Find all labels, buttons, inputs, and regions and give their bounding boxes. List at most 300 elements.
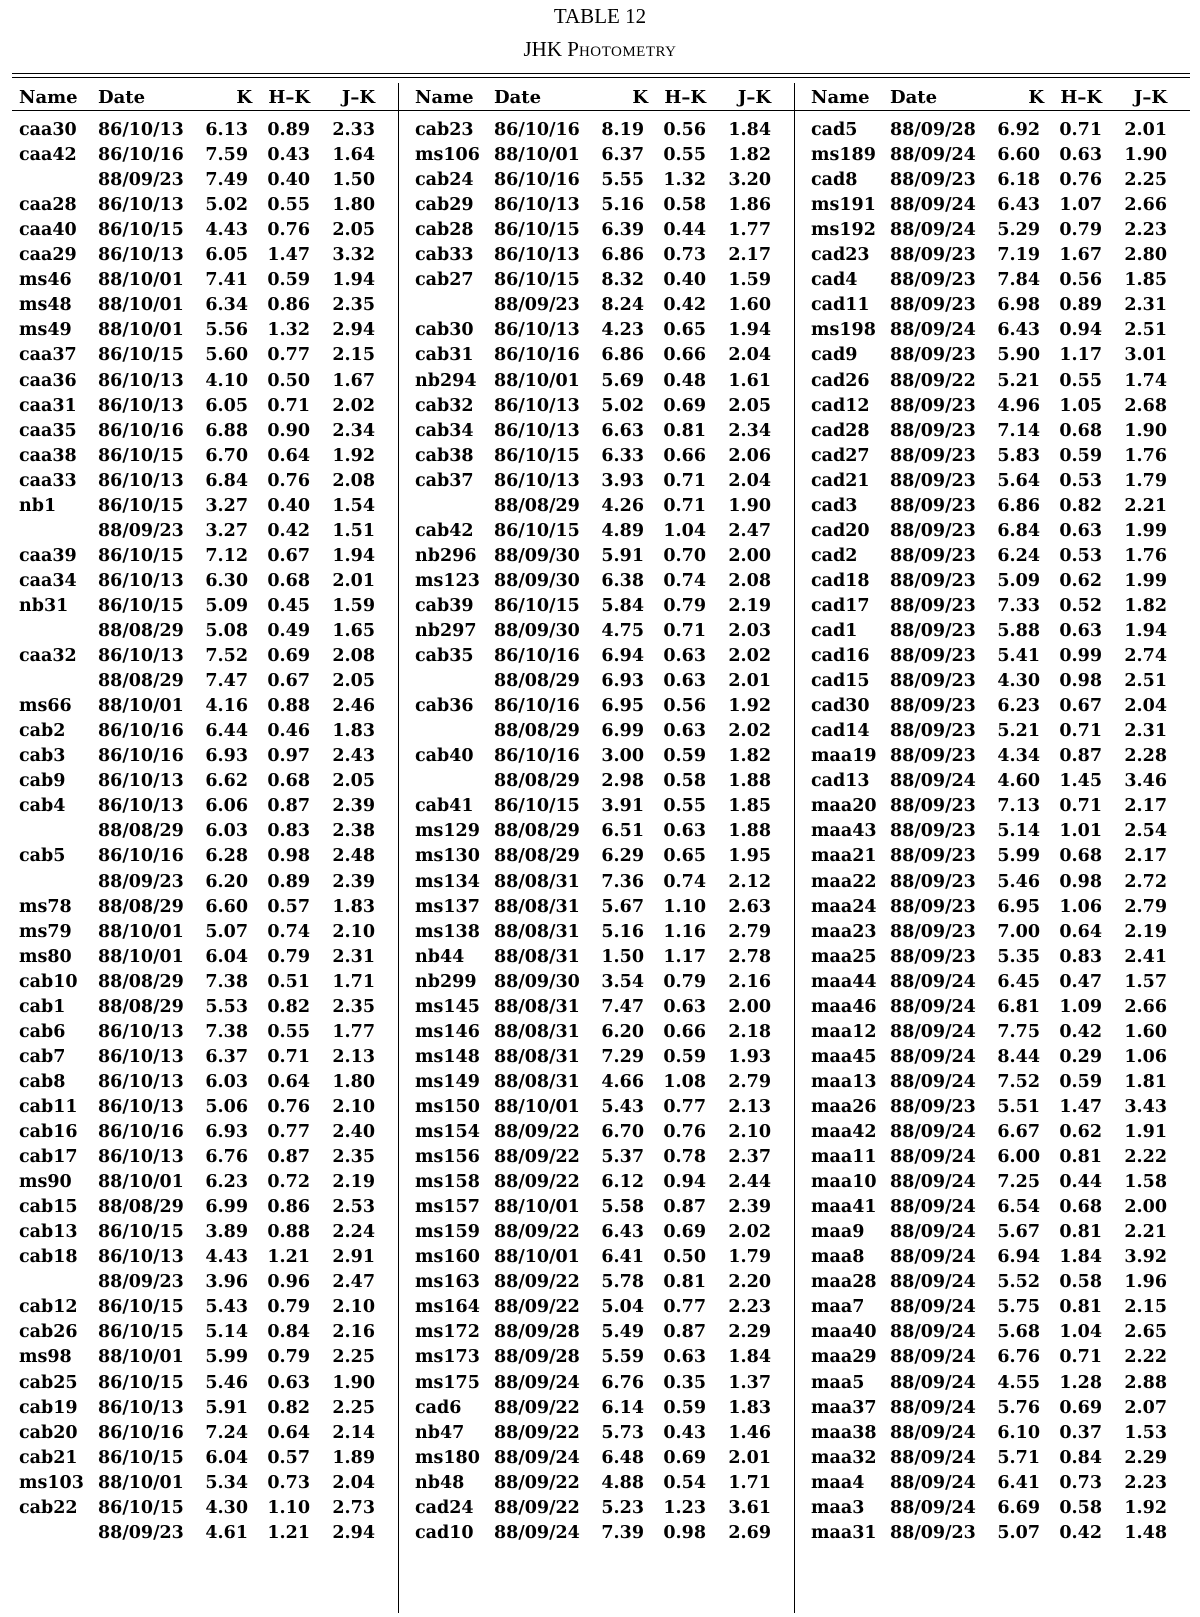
- name-cell: maa4: [811, 1472, 865, 1493]
- jk-cell: 2.44: [728, 1172, 771, 1193]
- k-cell: 6.88: [205, 420, 248, 441]
- hk-cell: 0.63: [663, 671, 706, 692]
- hk-cell: 0.43: [267, 145, 310, 166]
- date-cell: 86/10/13: [494, 195, 580, 216]
- name-cell: cad28: [811, 420, 870, 441]
- jk-cell: 3.32: [332, 245, 375, 266]
- k-cell: 6.23: [205, 1172, 248, 1193]
- jk-cell: 1.79: [1124, 470, 1167, 491]
- date-cell: 86/10/16: [98, 420, 184, 441]
- k-cell: 6.23: [997, 696, 1040, 717]
- hk-cell: 0.58: [1059, 1272, 1102, 1293]
- date-cell: 88/09/23: [890, 621, 976, 641]
- name-cell: cad30: [811, 696, 870, 717]
- k-cell: 6.41: [601, 1247, 644, 1268]
- jk-cell: 1.64: [332, 145, 375, 166]
- k-cell: 6.03: [205, 1071, 248, 1092]
- jk-cell: 1.65: [332, 621, 375, 641]
- jk-cell: 2.68: [1124, 395, 1167, 416]
- date-cell: 88/09/24: [890, 1397, 976, 1418]
- header-jk: J–K: [341, 87, 375, 108]
- hk-cell: 1.05: [1059, 395, 1102, 416]
- name-cell: cab23: [415, 120, 474, 140]
- jk-cell: 2.94: [332, 1522, 375, 1543]
- k-cell: 7.39: [601, 1522, 644, 1543]
- k-cell: 8.24: [601, 295, 644, 316]
- hk-cell: 0.51: [267, 971, 310, 992]
- date-cell: 86/10/15: [98, 1447, 184, 1468]
- date-cell: 88/09/24: [890, 971, 976, 992]
- k-cell: 3.27: [205, 495, 248, 516]
- hk-cell: 0.98: [663, 1522, 706, 1543]
- hk-cell: 0.49: [267, 621, 310, 641]
- hk-cell: 0.73: [663, 245, 706, 266]
- name-cell: cab30: [415, 320, 474, 341]
- jk-cell: 2.39: [332, 871, 375, 892]
- hk-cell: 0.40: [663, 270, 706, 291]
- hk-cell: 0.87: [267, 1147, 310, 1168]
- jk-cell: 1.59: [728, 270, 771, 291]
- name-cell: cab5: [19, 846, 66, 867]
- hk-cell: 0.63: [663, 721, 706, 742]
- date-cell: 88/09/23: [98, 1272, 184, 1293]
- k-cell: 6.24: [997, 545, 1040, 566]
- name-cell: cad17: [811, 595, 870, 616]
- date-cell: 86/10/16: [98, 1122, 184, 1142]
- hk-cell: 0.59: [663, 1046, 706, 1067]
- hk-cell: 0.58: [663, 195, 706, 216]
- hk-cell: 1.84: [1059, 1247, 1102, 1268]
- jk-cell: 2.05: [332, 671, 375, 692]
- jk-cell: 2.21: [1124, 1222, 1167, 1243]
- hk-cell: 0.82: [267, 996, 310, 1017]
- date-cell: 88/09/24: [890, 1472, 976, 1493]
- name-cell: cad9: [811, 345, 858, 366]
- hk-cell: 0.94: [663, 1172, 706, 1193]
- hk-cell: 0.96: [267, 1272, 310, 1293]
- hk-cell: 0.81: [1059, 1147, 1102, 1168]
- k-cell: 6.10: [997, 1422, 1040, 1443]
- name-cell: ms48: [19, 295, 72, 316]
- hk-cell: 0.55: [267, 195, 310, 216]
- name-cell: ms146: [415, 1021, 480, 1042]
- k-cell: 5.46: [205, 1372, 248, 1393]
- k-cell: 4.60: [997, 771, 1040, 792]
- name-cell: maa7: [811, 1297, 865, 1318]
- k-cell: 5.02: [601, 395, 644, 416]
- name-cell: cad5: [811, 120, 858, 140]
- jk-cell: 2.06: [728, 445, 771, 466]
- jk-cell: 2.91: [332, 1247, 375, 1268]
- hk-cell: 0.87: [1059, 746, 1102, 767]
- name-cell: cab16: [19, 1122, 78, 1142]
- hk-cell: 0.63: [663, 1347, 706, 1368]
- name-cell: ms137: [415, 896, 480, 917]
- date-cell: 88/08/31: [494, 1071, 580, 1092]
- name-cell: maa32: [811, 1447, 877, 1468]
- name-cell: cab41: [415, 796, 474, 817]
- date-cell: 88/09/23: [890, 1522, 976, 1543]
- k-cell: 5.71: [997, 1447, 1040, 1468]
- jk-cell: 2.13: [728, 1096, 771, 1117]
- date-cell: 88/09/23: [890, 170, 976, 191]
- name-cell: ms123: [415, 570, 480, 591]
- jk-cell: 1.53: [1124, 1422, 1167, 1443]
- hk-cell: 0.45: [267, 595, 310, 616]
- jk-cell: 2.01: [332, 570, 375, 591]
- hk-cell: 1.16: [663, 921, 706, 942]
- hk-cell: 1.21: [267, 1522, 310, 1543]
- k-cell: 5.06: [205, 1096, 248, 1117]
- hk-cell: 0.71: [1059, 120, 1102, 140]
- k-cell: 5.08: [205, 621, 248, 641]
- date-cell: 88/09/24: [890, 320, 976, 341]
- hk-cell: 0.97: [267, 746, 310, 767]
- k-cell: 5.07: [997, 1522, 1040, 1543]
- date-cell: 86/10/16: [98, 746, 184, 767]
- name-cell: caa39: [19, 545, 77, 566]
- name-cell: maa25: [811, 946, 877, 967]
- name-cell: ms130: [415, 846, 480, 867]
- date-cell: 86/10/13: [98, 1071, 184, 1092]
- k-cell: 4.66: [601, 1071, 644, 1092]
- hk-cell: 0.84: [1059, 1447, 1102, 1468]
- date-cell: 88/10/01: [494, 370, 580, 391]
- date-cell: 88/08/31: [494, 921, 580, 942]
- hk-cell: 0.59: [267, 270, 310, 291]
- jk-cell: 2.13: [332, 1046, 375, 1067]
- name-cell: cab2: [19, 721, 66, 742]
- date-cell: 88/08/29: [494, 846, 580, 867]
- date-cell: 88/08/31: [494, 946, 580, 967]
- jk-cell: 2.34: [728, 420, 771, 441]
- jk-cell: 2.65: [1124, 1322, 1167, 1343]
- date-cell: 88/09/24: [494, 1522, 580, 1543]
- jk-cell: 1.84: [728, 120, 771, 140]
- name-cell: caa31: [19, 395, 77, 416]
- name-cell: ms80: [19, 946, 72, 967]
- jk-cell: 2.78: [728, 946, 771, 967]
- hk-cell: 0.57: [267, 1447, 310, 1468]
- date-cell: 86/10/15: [98, 1297, 184, 1318]
- hk-cell: 0.88: [267, 1222, 310, 1243]
- name-cell: caa42: [19, 145, 77, 166]
- hk-cell: 0.42: [1059, 1021, 1102, 1042]
- jk-cell: 2.23: [728, 1297, 771, 1318]
- k-cell: 6.81: [997, 996, 1040, 1017]
- jk-cell: 1.88: [728, 821, 771, 842]
- header-rule: [12, 110, 1190, 111]
- hk-cell: 0.83: [267, 821, 310, 842]
- date-cell: 88/09/24: [890, 1347, 976, 1368]
- jk-cell: 2.48: [332, 846, 375, 867]
- jk-cell: 2.38: [332, 821, 375, 842]
- date-cell: 88/09/23: [890, 871, 976, 892]
- name-cell: cab12: [19, 1297, 78, 1318]
- hk-cell: 1.23: [663, 1497, 706, 1518]
- k-cell: 8.44: [997, 1046, 1040, 1067]
- jk-cell: 2.23: [1124, 1472, 1167, 1493]
- date-cell: 86/10/15: [98, 545, 184, 566]
- hk-cell: 0.55: [1059, 370, 1102, 391]
- jk-cell: 2.63: [728, 896, 771, 917]
- hk-cell: 1.07: [1059, 195, 1102, 216]
- hk-cell: 0.63: [663, 646, 706, 667]
- hk-cell: 0.64: [267, 445, 310, 466]
- hk-cell: 0.87: [267, 796, 310, 817]
- name-cell: caa34: [19, 570, 77, 591]
- name-cell: cad27: [811, 445, 870, 466]
- date-cell: 88/09/23: [890, 445, 976, 466]
- jk-cell: 1.96: [1124, 1272, 1167, 1293]
- k-cell: 5.23: [601, 1497, 644, 1518]
- hk-cell: 1.21: [267, 1247, 310, 1268]
- date-cell: 88/09/22: [494, 1272, 580, 1293]
- jk-cell: 1.51: [332, 520, 375, 541]
- k-cell: 4.23: [601, 320, 644, 341]
- jk-cell: 2.35: [332, 1147, 375, 1168]
- date-cell: 86/10/13: [98, 646, 184, 667]
- jk-cell: 3.43: [1124, 1096, 1167, 1117]
- date-cell: 86/10/13: [494, 320, 580, 341]
- jk-cell: 1.82: [728, 746, 771, 767]
- name-cell: caa35: [19, 420, 77, 441]
- date-cell: 86/10/16: [98, 721, 184, 742]
- jk-cell: 2.74: [1124, 646, 1167, 667]
- k-cell: 2.98: [601, 771, 644, 792]
- jk-cell: 1.60: [1124, 1021, 1167, 1042]
- k-cell: 5.43: [601, 1096, 644, 1117]
- table-subtitle: [0, 37, 1200, 62]
- k-cell: 5.09: [997, 570, 1040, 591]
- jk-cell: 1.92: [1124, 1497, 1167, 1518]
- table-title: TABLE 12: [553, 4, 647, 28]
- hk-cell: 0.66: [663, 1021, 706, 1042]
- date-cell: 88/09/22: [890, 370, 976, 391]
- k-cell: 7.49: [205, 170, 248, 191]
- name-cell: nb48: [415, 1472, 465, 1493]
- jk-cell: 2.47: [332, 1272, 375, 1293]
- k-cell: 4.75: [601, 621, 644, 641]
- hk-cell: 0.66: [663, 445, 706, 466]
- name-cell: ms78: [19, 896, 72, 917]
- jk-cell: 1.77: [332, 1021, 375, 1042]
- jk-cell: 1.46: [728, 1422, 771, 1443]
- jk-cell: 1.76: [1124, 445, 1167, 466]
- hk-cell: 0.42: [663, 295, 706, 316]
- date-cell: 86/10/15: [98, 220, 184, 241]
- jk-cell: 1.95: [728, 846, 771, 867]
- jk-cell: 1.76: [1124, 545, 1167, 566]
- jk-cell: 2.47: [728, 520, 771, 541]
- hk-cell: 0.68: [1059, 420, 1102, 441]
- hk-cell: 0.71: [267, 395, 310, 416]
- k-cell: 6.95: [601, 696, 644, 717]
- date-cell: 88/09/23: [890, 495, 976, 516]
- name-cell: ms191: [811, 195, 876, 216]
- name-cell: ms154: [415, 1122, 480, 1142]
- jk-cell: 2.00: [728, 996, 771, 1017]
- header-date: Date: [494, 87, 542, 108]
- k-cell: 4.16: [205, 696, 248, 717]
- jk-cell: 1.85: [1124, 270, 1167, 291]
- hk-cell: 0.50: [663, 1247, 706, 1268]
- jk-cell: 2.66: [1124, 996, 1167, 1017]
- jk-cell: 3.01: [1124, 345, 1167, 366]
- name-cell: cab22: [19, 1497, 78, 1518]
- k-cell: 6.44: [205, 721, 248, 742]
- header-k: K: [632, 87, 648, 108]
- hk-cell: 0.59: [663, 1397, 706, 1418]
- name-cell: nb296: [415, 545, 477, 566]
- date-cell: 86/10/15: [98, 1322, 184, 1343]
- date-cell: 86/10/16: [494, 345, 580, 366]
- jk-cell: 1.57: [1124, 971, 1167, 992]
- jk-cell: 1.71: [728, 1472, 771, 1493]
- hk-cell: 0.62: [1059, 1122, 1102, 1142]
- jk-cell: 2.51: [1124, 671, 1167, 692]
- k-cell: 7.38: [205, 1021, 248, 1042]
- date-cell: 86/10/13: [98, 1021, 184, 1042]
- hk-cell: 0.79: [663, 595, 706, 616]
- jk-cell: 2.17: [728, 245, 771, 266]
- jk-cell: 2.05: [332, 220, 375, 241]
- hk-cell: 1.17: [663, 946, 706, 967]
- name-cell: maa31: [811, 1522, 877, 1543]
- date-cell: 88/09/24: [890, 1447, 976, 1468]
- k-cell: 6.38: [601, 570, 644, 591]
- date-cell: 88/08/29: [98, 1197, 184, 1218]
- k-cell: 6.39: [601, 220, 644, 241]
- hk-cell: 0.79: [267, 1297, 310, 1318]
- date-cell: 88/09/23: [890, 270, 976, 291]
- k-cell: 4.10: [205, 370, 248, 391]
- hk-cell: 0.69: [1059, 1397, 1102, 1418]
- jk-cell: 1.94: [728, 320, 771, 341]
- name-cell: cab31: [415, 345, 474, 366]
- name-cell: ms189: [811, 145, 876, 166]
- hk-cell: 1.09: [1059, 996, 1102, 1017]
- jk-cell: 2.33: [332, 120, 375, 140]
- jk-cell: 1.86: [728, 195, 771, 216]
- hk-cell: 0.40: [267, 495, 310, 516]
- date-cell: 88/09/28: [494, 1322, 580, 1343]
- jk-cell: 1.48: [1124, 1522, 1167, 1543]
- jk-cell: 2.25: [332, 1397, 375, 1418]
- date-cell: 88/08/29: [98, 621, 184, 641]
- jk-cell: 1.93: [728, 1046, 771, 1067]
- name-cell: caa37: [19, 345, 77, 366]
- date-cell: 88/10/01: [98, 295, 184, 316]
- hk-cell: 0.55: [663, 145, 706, 166]
- header-k: K: [1028, 87, 1044, 108]
- date-cell: 88/09/24: [890, 1197, 976, 1218]
- k-cell: 5.21: [997, 370, 1040, 391]
- name-cell: caa32: [19, 646, 77, 667]
- k-cell: 7.47: [601, 996, 644, 1017]
- k-cell: 5.35: [997, 946, 1040, 967]
- hk-cell: 0.79: [267, 1347, 310, 1368]
- name-cell: ms134: [415, 871, 480, 892]
- hk-cell: 0.48: [663, 370, 706, 391]
- jk-cell: 2.17: [1124, 796, 1167, 817]
- k-cell: 6.30: [205, 570, 248, 591]
- date-cell: 88/09/24: [890, 1322, 976, 1343]
- k-cell: 4.61: [205, 1522, 248, 1543]
- name-cell: ms172: [415, 1322, 480, 1343]
- k-cell: 5.64: [997, 470, 1040, 491]
- name-cell: maa5: [811, 1372, 865, 1393]
- k-cell: 7.24: [205, 1422, 248, 1443]
- hk-cell: 0.76: [267, 1096, 310, 1117]
- hk-cell: 0.82: [1059, 495, 1102, 516]
- date-cell: 86/10/13: [98, 570, 184, 591]
- date-cell: 86/10/16: [494, 170, 580, 191]
- k-cell: 6.45: [997, 971, 1040, 992]
- hk-cell: 0.69: [663, 1447, 706, 1468]
- k-cell: 6.00: [997, 1147, 1040, 1168]
- k-cell: 4.34: [997, 746, 1040, 767]
- k-cell: 7.41: [205, 270, 248, 291]
- date-cell: 88/10/01: [494, 145, 580, 166]
- k-cell: 6.43: [601, 1222, 644, 1243]
- hk-cell: 0.54: [663, 1472, 706, 1493]
- jk-cell: 2.34: [332, 420, 375, 441]
- k-cell: 4.89: [601, 520, 644, 541]
- name-cell: maa11: [811, 1147, 877, 1168]
- date-cell: 88/09/23: [890, 295, 976, 316]
- hk-cell: 1.67: [1059, 245, 1102, 266]
- name-cell: cab10: [19, 971, 78, 992]
- k-cell: 6.86: [601, 245, 644, 266]
- jk-cell: 1.99: [1124, 520, 1167, 541]
- jk-cell: 1.84: [728, 1347, 771, 1368]
- jk-cell: 3.46: [1124, 771, 1167, 792]
- hk-cell: 0.63: [663, 821, 706, 842]
- jk-cell: 2.07: [1124, 1397, 1167, 1418]
- k-cell: 6.84: [997, 520, 1040, 541]
- k-cell: 6.05: [205, 395, 248, 416]
- k-cell: 7.52: [205, 646, 248, 667]
- date-cell: 88/08/29: [98, 821, 184, 842]
- date-cell: 86/10/13: [98, 245, 184, 266]
- k-cell: 3.89: [205, 1222, 248, 1243]
- hk-cell: 0.57: [267, 896, 310, 917]
- jk-cell: 2.39: [728, 1197, 771, 1218]
- name-cell: ms103: [19, 1472, 84, 1493]
- k-cell: 6.63: [601, 420, 644, 441]
- name-cell: ms149: [415, 1071, 480, 1092]
- k-cell: 6.99: [205, 1197, 248, 1218]
- name-cell: caa33: [19, 470, 77, 491]
- date-cell: 88/09/23: [890, 646, 976, 667]
- hk-cell: 1.47: [1059, 1096, 1102, 1117]
- date-cell: 86/10/15: [494, 595, 580, 616]
- name-cell: ms163: [415, 1272, 480, 1293]
- name-cell: cab21: [19, 1447, 78, 1468]
- name-cell: ms156: [415, 1147, 480, 1168]
- jk-cell: 1.91: [1124, 1122, 1167, 1142]
- k-cell: 7.52: [997, 1071, 1040, 1092]
- jk-cell: 2.15: [332, 345, 375, 366]
- k-cell: 6.37: [601, 145, 644, 166]
- hk-cell: 0.58: [663, 771, 706, 792]
- k-cell: 5.91: [205, 1397, 248, 1418]
- jk-cell: 1.58: [1124, 1172, 1167, 1193]
- k-cell: 7.75: [997, 1021, 1040, 1042]
- name-cell: ms49: [19, 320, 72, 341]
- name-cell: cab25: [19, 1372, 78, 1393]
